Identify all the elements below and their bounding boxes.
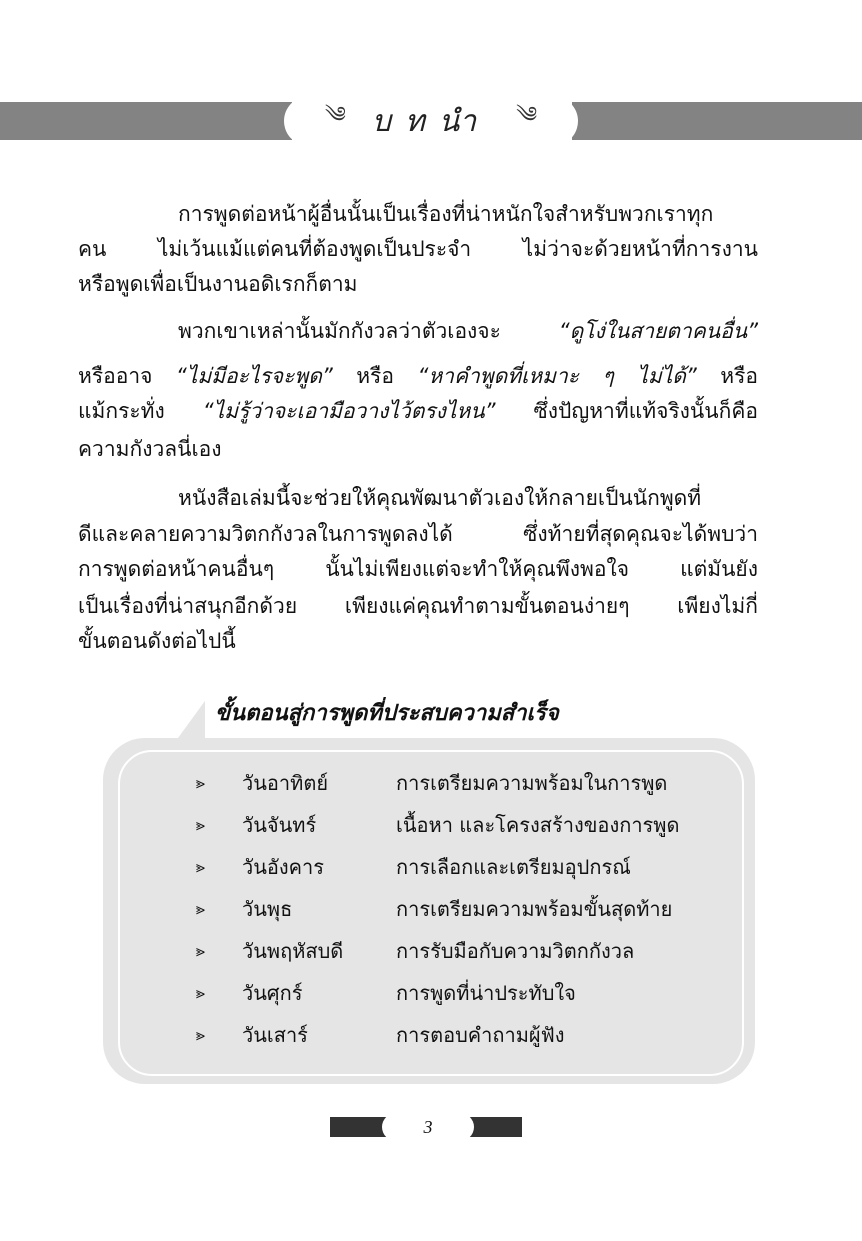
paragraph-line (78, 434, 758, 464)
chapter-header (284, 96, 578, 146)
step-topic: การพูดที่น่าประทับใจ (396, 981, 576, 1005)
step-topic: เนื้อหา และโครงสร้างของการพูด (396, 813, 680, 837)
text-segment: ดีและคลายความวิตกกังวลในการพูดลงได้ ซึ่งท้ายที่สุดคุณจะได้พบว่า (78, 522, 758, 546)
step-item (196, 979, 576, 1007)
step-day: วันอังคาร (242, 855, 325, 879)
text-segment: หรือ (696, 364, 758, 388)
text-segment: หรืออาจ (78, 364, 176, 388)
step-item (196, 853, 631, 881)
text-segment: หรือพูดเพื่อเป็นงานอดิเรกก็ตาม (78, 272, 358, 296)
step-item (196, 1021, 565, 1049)
paragraph-line (78, 519, 758, 549)
header-band-right (572, 102, 862, 140)
step-day: วันอาทิตย์ (242, 771, 329, 795)
steps-box-title: ขั้นตอนสู่การพูดที่ประสบความสำเร็จ (205, 694, 575, 738)
text-segment: ความกังวลนี่เอง (78, 437, 222, 461)
header-band-left (0, 102, 292, 140)
paragraph-line (78, 554, 758, 584)
text-segment: พวกเขาเหล่านั้นมักกังวลว่าตัวเองจะ (178, 319, 559, 343)
swirl-ornament-right-icon: ༄ (516, 103, 538, 128)
paragraph-line (178, 316, 758, 346)
paragraph-line (178, 199, 758, 229)
paragraph-line (78, 626, 758, 656)
bullet-arrow-icon: ⪢ (196, 857, 206, 876)
step-day: วันพุธ (242, 897, 293, 921)
step-day: วันพฤหัสบดี (242, 939, 344, 963)
page-number: 3 (382, 1113, 474, 1141)
footer-bar-right (466, 1117, 522, 1137)
paragraph-line (78, 591, 758, 621)
chapter-title: บทนำ (371, 104, 491, 138)
step-day: วันเสาร์ (242, 1023, 308, 1047)
paragraph-line (78, 269, 758, 299)
step-item (196, 811, 679, 839)
text-segment: ขั้นตอนดังต่อไปนี้ (78, 629, 236, 653)
bullet-arrow-icon: ⪢ (196, 815, 206, 834)
text-segment: เป็นเรื่องที่น่าสนุกอีกด้วย เพียงแค่คุณทำตามขั้นตอนง่ายๆ เพียงไม่กี่ (78, 594, 758, 618)
step-topic: การเลือกและเตรียมอุปกรณ์ (396, 855, 631, 879)
quoted-phrase: “ดูโง่ในสายตาคนอื่น” (558, 319, 758, 343)
paragraph-line (78, 234, 758, 264)
quoted-phrase: “ไม่มีอะไรจะพูด” (175, 364, 333, 388)
text-segment: การพูดต่อหน้าผู้อื่นนั้นเป็นเรื่องที่น่าหนักใจสำหรับพวกเราทุก (178, 202, 714, 226)
quoted-phrase: “ไม่รู้ว่าจะเอามือวางไว้ตรงไหน” (202, 399, 496, 423)
step-day: วันศุกร์ (242, 981, 303, 1005)
text-segment: ซึ่งปัญหาที่แท้จริงนั้นก็คือ (495, 399, 758, 423)
bullet-arrow-icon: ⪢ (196, 1025, 206, 1044)
step-day: วันจันทร์ (242, 813, 317, 837)
paragraph-line (78, 361, 758, 391)
swirl-ornament-left-icon: ༄ (324, 103, 346, 128)
bullet-arrow-icon: ⪢ (196, 773, 206, 792)
text-segment: หนังสือเล่มนี้จะช่วยให้คุณพัฒนาตัวเองให้กลายเป็นนักพูดที่ (178, 486, 702, 510)
step-topic: การเตรียมความพร้อมในการพูด (396, 771, 668, 795)
paragraph-line (78, 396, 758, 426)
bullet-arrow-icon: ⪢ (196, 983, 206, 1002)
footer-bar-left (330, 1117, 390, 1137)
step-item (196, 895, 672, 923)
paragraph-line (178, 483, 758, 513)
step-item (196, 769, 667, 797)
bullet-arrow-icon: ⪢ (196, 941, 206, 960)
text-segment: คน ไม่เว้นแม้แต่คนที่ต้องพูดเป็นประจำ ไม่ว่าจะด้วยหน้าที่การงาน (78, 237, 758, 261)
step-topic: การเตรียมความพร้อมขั้นสุดท้าย (396, 897, 673, 921)
step-topic: การรับมือกับความวิตกกังวล (396, 939, 635, 963)
step-topic: การตอบคำถามผู้ฟัง (396, 1023, 565, 1047)
bullet-arrow-icon: ⪢ (196, 899, 206, 918)
step-item (196, 937, 634, 965)
text-segment: แม้กระทั่ง (78, 399, 203, 423)
quoted-phrase: “หาคำพูดที่เหมาะ ๆ ไม่ได้” (417, 364, 697, 388)
text-segment: การพูดต่อหน้าคนอื่นๆ นั้นไม่เพียงแต่จะทำให้คุณพึงพอใจ แต่มันยัง (78, 557, 758, 581)
text-segment: หรือ (332, 364, 418, 388)
